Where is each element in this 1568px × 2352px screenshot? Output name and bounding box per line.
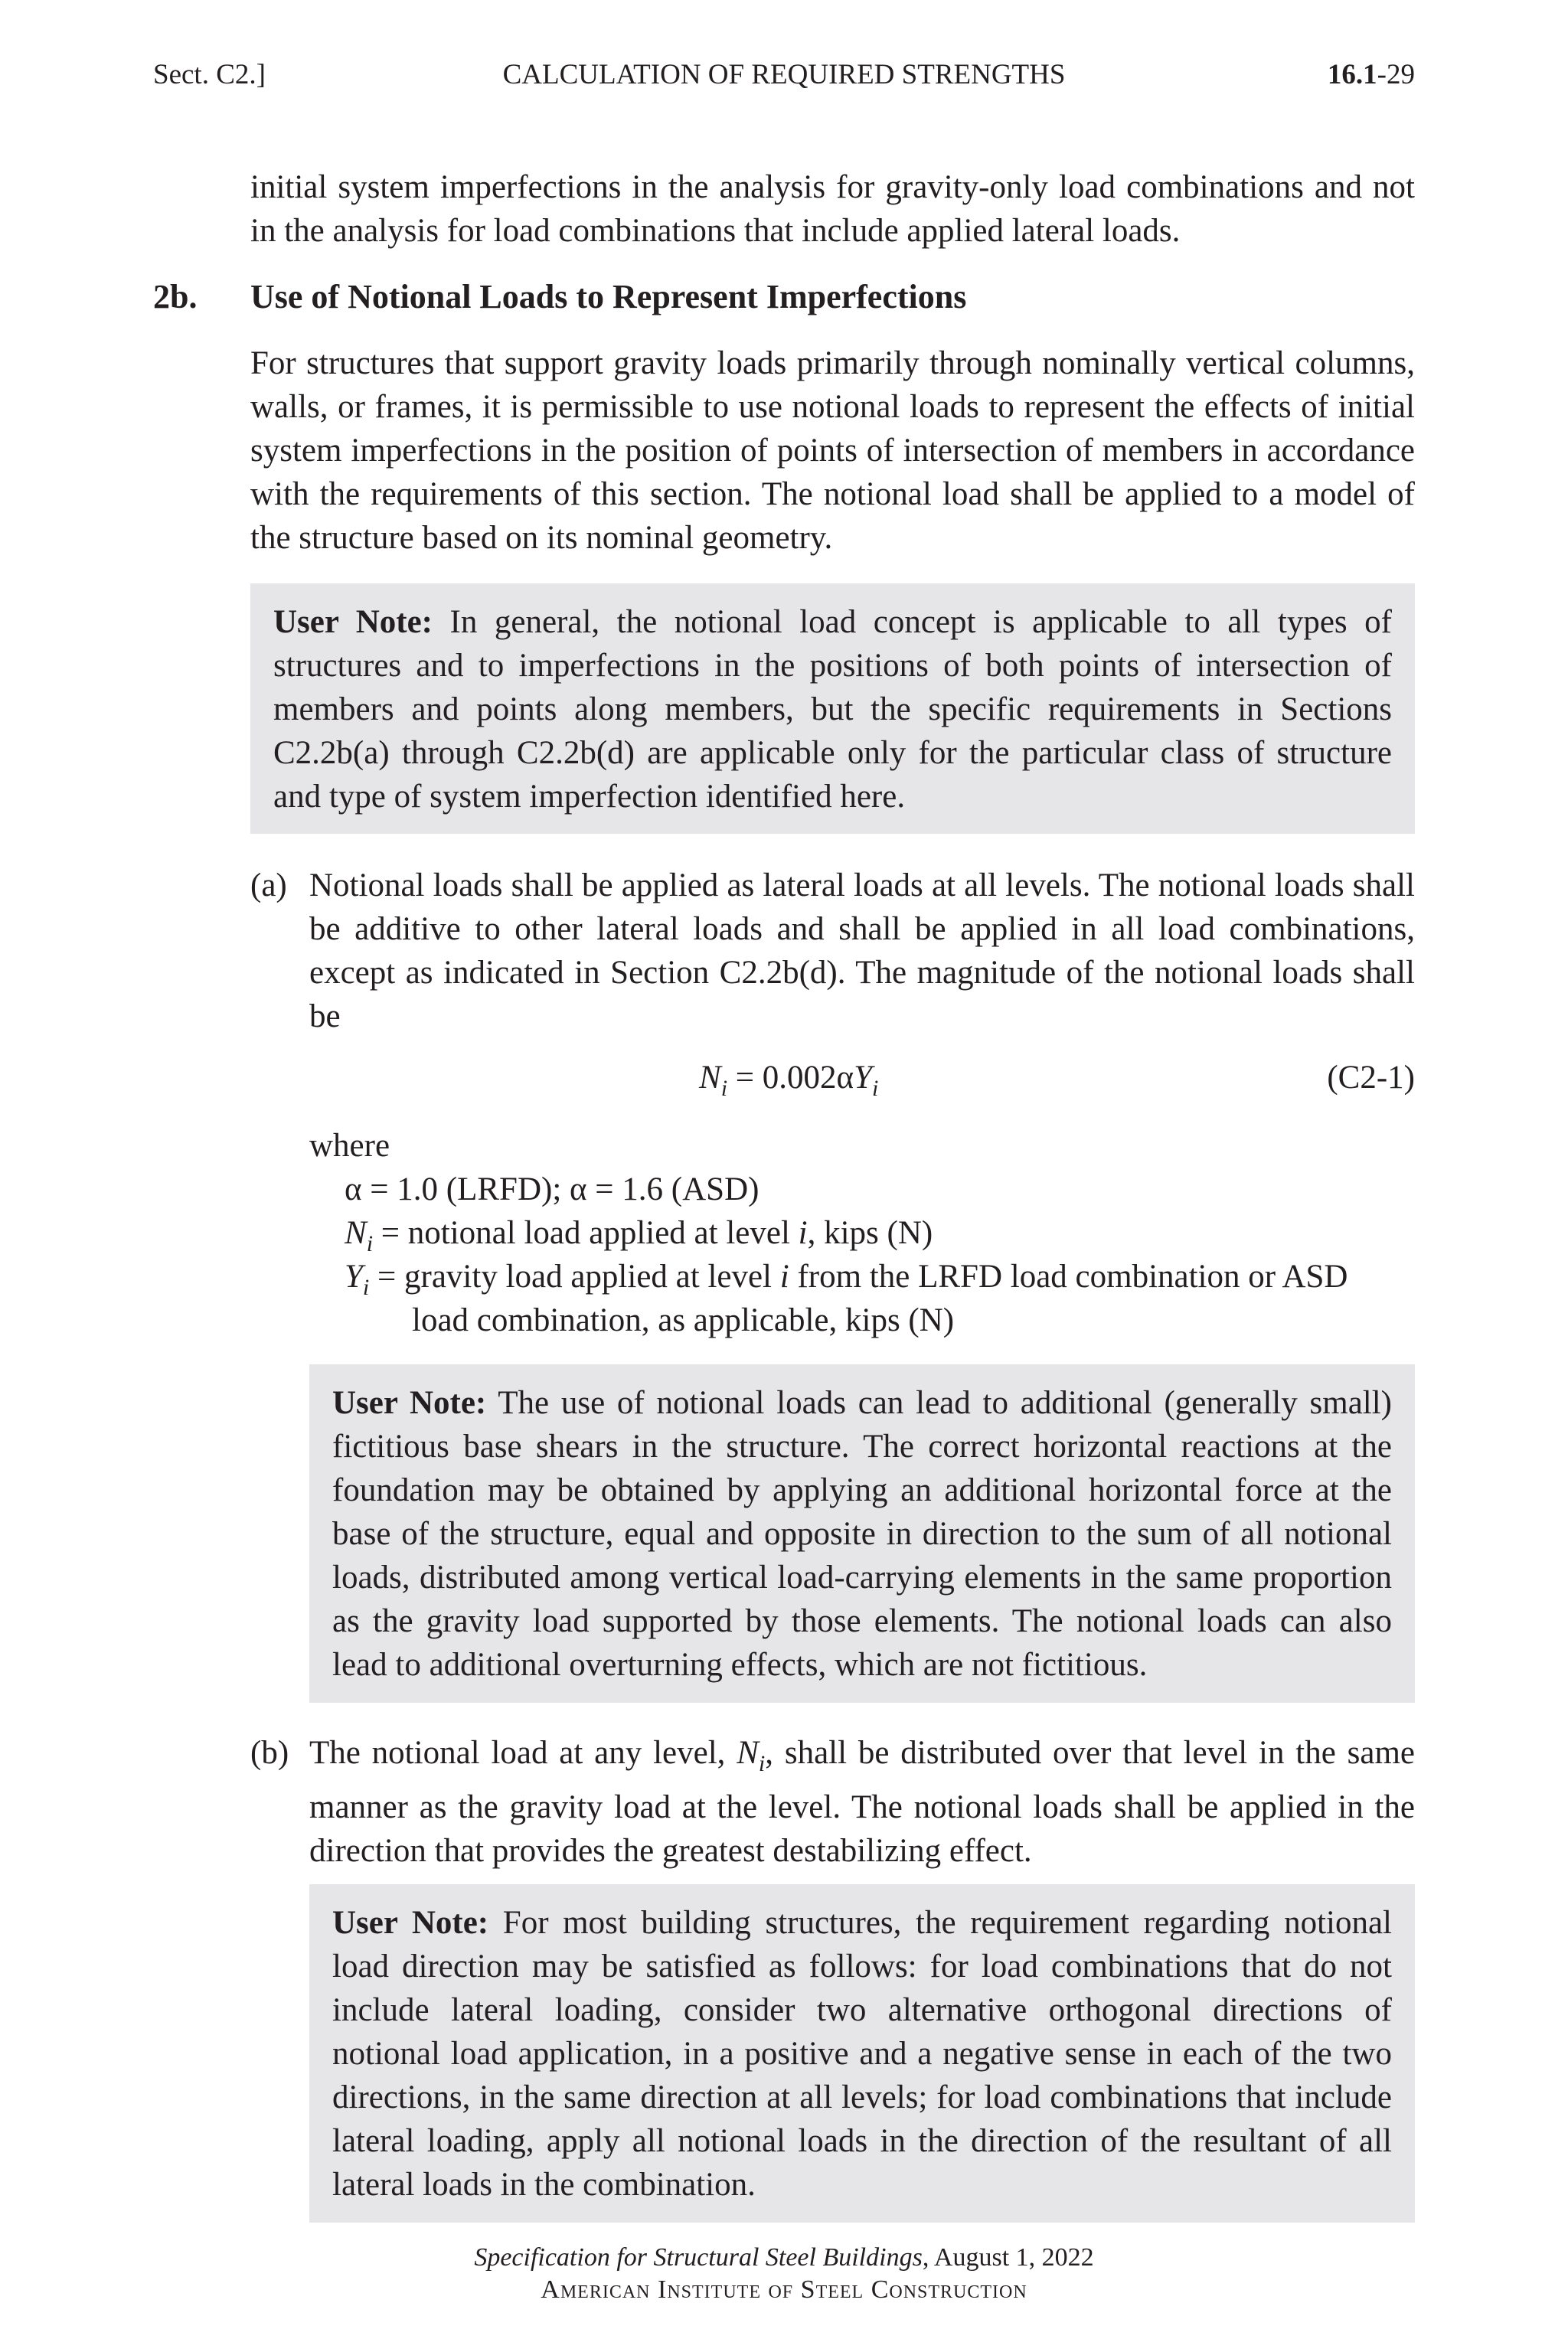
eq-lhs-subscript: i (720, 1076, 728, 1101)
item-b-label: (b) (250, 1735, 289, 1771)
ni-symbol: N (345, 1215, 367, 1251)
eq-rhs-subscript: i (871, 1076, 879, 1101)
eq-lhs-symbol: N (699, 1060, 721, 1096)
eq-middle: = 0.002α (727, 1060, 854, 1096)
header-chapter-title: CALCULATION OF REQUIRED STRENGTHS (502, 59, 1066, 90)
page-number-rest: -29 (1377, 59, 1415, 90)
where-yi-line2: load combination, as applicable, kips (N) (412, 1302, 955, 1338)
ni-def-post: , kips (N) (807, 1215, 933, 1251)
footer-line-1 (0, 2243, 1568, 2272)
footer-publication-title: Specification for Structural Steel Buildings (474, 2243, 923, 2272)
user-note-3 (309, 1884, 1415, 2223)
user-note-1 (250, 583, 1415, 834)
user-note-label: User Note: (332, 1905, 489, 1941)
section-paragraph: For structures that support gravity loads primarily through nominally vertical columns, walls, or frames, it is permissible to use notional loads to represent the effects of initial system imperfections in the position of points of intersection of members in accordance with the requirements of this section. The notional load shall be applied to a model of the structure based on its nominal geometry. (250, 345, 1415, 556)
item-b-text-post: , shall be distributed over that level in the same manner as the gravity load at the level. The notional loads shall be applied in the direction that provides the greatest destabilizing effect. (309, 1735, 1415, 1869)
ni-def-pre: = notional load applied at level (373, 1215, 799, 1251)
yi-def-pre: = gravity load applied at level (369, 1259, 780, 1295)
yi-subscript: i (362, 1275, 370, 1300)
user-note-text: The use of notional loads can lead to additional (generally small) fictitious base shears in the structure. The correct horizontal reactions at the foundation may be obtained by applying an additional horizontal force at the base of the structure, equal and opposite in direction to the sum of all notional loads, distributed among vertical load-carrying elements in the same proportion as the gravity load supported by those elements. The notional loads can also lead to additional overturning effects, which are not fictitious. (332, 1385, 1392, 1683)
eq-rhs-symbol: Y (854, 1060, 872, 1096)
user-note-text: For most building structures, the requirement regarding notional load direction may be satisfied as follows: for load combinations that do not include lateral loading, consider two alternative orthogonal directions of notional load application, in a positive and a negative sense in each of the two directions, in the same direction at all levels; for load combinations that include lateral loading, apply all notional loads in the direction of the resultant of all lateral loads in the combination. (332, 1905, 1392, 2203)
user-note-text: In general, the notional load concept is applicable to all types of structures and to imperfections in the positions of both points of intersection of members and points along members, but the specific requirements in Sections C2.2b(a) through C2.2b(d) are applicable only for the particular class of structure and type of system imperfection identified here. (273, 604, 1392, 815)
item-b-text (309, 1731, 1415, 1873)
footer-publisher: American Institute of Steel Construction (541, 2275, 1027, 2304)
header-section-ref: Sect. C2.] (153, 59, 266, 90)
equation-c2-1 (699, 1059, 878, 1102)
where-label: where (309, 1128, 390, 1164)
yi-symbol: Y (345, 1259, 363, 1295)
user-note-label: User Note: (273, 604, 433, 640)
section-number: 2b. (153, 278, 198, 315)
ni-subscript: i (366, 1231, 374, 1256)
item-b-symbol: N (737, 1735, 759, 1771)
page-number-bold: 16.1 (1327, 59, 1377, 90)
user-note-label: User Note: (332, 1385, 487, 1421)
equation-number: (C2-1) (1327, 1060, 1415, 1096)
item-a-label: (a) (250, 867, 287, 903)
running-header (153, 58, 1415, 96)
section-title: Use of Notional Loads to Represent Imperfections (250, 278, 967, 315)
header-page-number (1328, 58, 1415, 91)
item-b-text-pre: The notional load at any level, (309, 1735, 737, 1771)
footer-date: , August 1, 2022 (922, 2243, 1094, 2272)
user-note-2 (309, 1364, 1415, 1703)
item-b-subscript: i (758, 1751, 766, 1776)
yi-def-post: from the LRFD load combination or ASD (789, 1259, 1348, 1295)
item-a-text: Notional loads shall be applied as lateral loads at all levels. The notional loads shall be additive to other lateral loads and shall be applied in all load combinations, except as indicated in Section C2.2b(d). The magnitude of the notional loads shall be (309, 867, 1415, 1034)
yi-def-italic: i (779, 1259, 789, 1295)
intro-paragraph: initial system imperfections in the analysis for gravity-only load combinations and not in the analysis for load combinations that include applied lateral loads. (250, 169, 1415, 249)
where-alpha-line: α = 1.0 (LRFD); α = 1.6 (ASD) (345, 1171, 760, 1207)
ni-def-italic: i (798, 1215, 808, 1251)
